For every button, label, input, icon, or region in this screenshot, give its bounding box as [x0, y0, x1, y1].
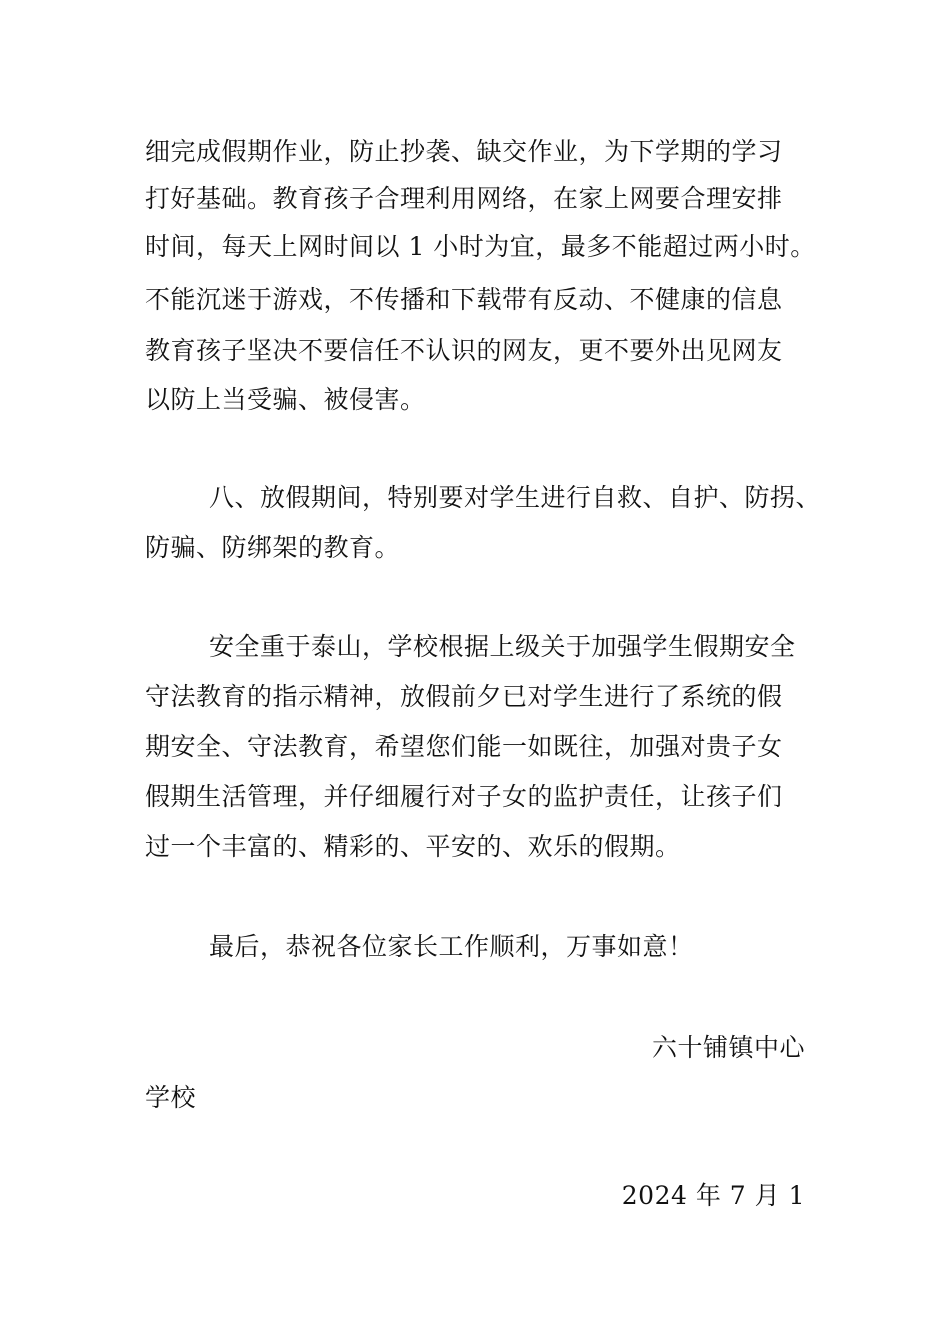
text-line: 以防上当受骗、被侵害。 [145, 385, 426, 414]
text-line: 不能沉迷于游戏，不传播和下载带有反动、不健康的信息 [145, 285, 783, 314]
text-line: 过一个丰富的、精彩的、平安的、欢乐的假期。 [145, 832, 681, 861]
text-line: 安全重于泰山，学校根据上级关于加强学生假期安全 [209, 632, 796, 661]
closing-greeting: 最后，恭祝各位家长工作顺利，万事如意！ [209, 932, 694, 961]
letter-date: 2024 年 7 月 1 [621, 1181, 805, 1210]
text-line: 打好基础。教育孩子合理利用网络，在家上网要合理安排 [145, 184, 783, 213]
signature-school-line2: 学校 [145, 1083, 197, 1112]
signature-school-line1: 六十铺镇中心 [651, 1033, 805, 1062]
text-line: 守法教育的指示精神，放假前夕已对学生进行了系统的假 [145, 682, 783, 711]
text-line: 教育孩子坚决不要信任不认识的网友，更不要外出见网友 [145, 336, 783, 365]
text-line: 八、放假期间，特别要对学生进行自救、自护、防拐、 [209, 483, 822, 512]
text-line: 细完成假期作业，防止抄袭、缺交作业，为下学期的学习 [145, 137, 783, 166]
text-line: 时间，每天上网时间以 1 小时为宜，最多不能超过两小时。 [145, 232, 816, 261]
text-line: 假期生活管理，并仔细履行对子女的监护责任，让孩子们 [145, 782, 783, 811]
text-line: 期安全、守法教育，希望您们能一如既往，加强对贵子女 [145, 732, 783, 761]
text-line: 防骗、防绑架的教育。 [145, 533, 401, 562]
